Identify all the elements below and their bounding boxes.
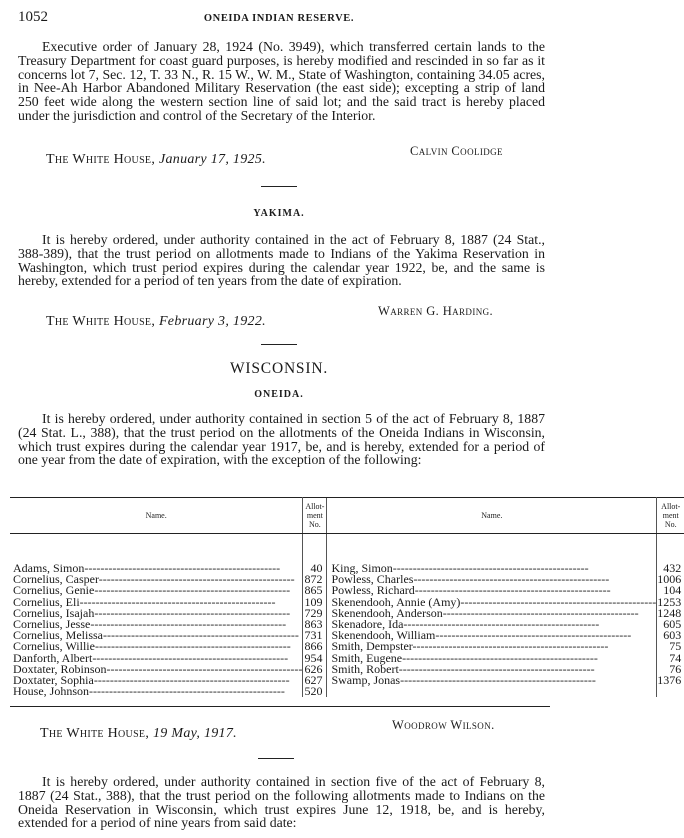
section-divider [261,344,297,345]
allottee-name: Cornelius, Isajah------------------------------------------------- [13,605,291,620]
wisconsin-text: It is hereby ordered, under authority contained in section 5 of the act of February 8, 1887 (24 Stat. L., 388), that the trust period on the allotments of the Oneida Indians in Wisconsin, which trust expires during the calendar year 1917, be, and is hereby, extended for a period of one year from the date of expiration, with the exception of the following: [18,411,545,468]
wisconsin-paragraph [18,412,545,467]
allottee-name: Smith, Dempster------------------------------------------------- [331,639,609,654]
order-4-paragraph [18,775,545,830]
yakima-heading: YAKIMA. [253,208,305,219]
order-1-signature: Calvin Coolidge [410,144,503,158]
allottee-name: Swamp, Jonas------------------------------------------------- [331,672,596,687]
allottee-name: Powless, Charles------------------------------------------------- [331,572,610,587]
allotment-number: 865 [304,583,323,598]
right-numbers-column [657,534,684,698]
order-3-signature: Woodrow Wilson. [392,718,495,732]
allottee-name: Cornelius, Casper------------------------------------------------- [13,572,295,587]
allotment-number: 954 [304,650,323,665]
column-header-allotment: Allot- ment No. [303,498,327,534]
allotment-number: 432 [663,561,682,575]
running-head: ONEIDA INDIAN RESERVE. [203,13,355,24]
allottee-name: Doxtater, Sophia------------------------------------------------- [13,672,290,687]
allottee-name: Doxtater, Robinson------------------------------------------------- [13,661,303,676]
page-number: 1052 [18,9,48,25]
allottee-name: Cornelius, Eli------------------------------------------------- [13,594,276,609]
allotment-number: 863 [304,616,323,631]
allotment-number: 76 [669,661,682,676]
allotment-number: 1248 [657,605,682,620]
column-header-name: Name. [327,498,657,534]
yakima-date: February 3, 1922. [158,314,266,329]
allottee-name: Powless, Richard------------------------------------------------- [331,583,611,598]
column-header-allotment: Allot- ment No. [657,498,684,534]
order-1-dateline [46,152,266,168]
allotment-number: 1253 [657,594,682,609]
yakima-text: It is hereby ordered, under authority contained in the act of February 8, 1887 (24 Stat., 388-389), that the trust period on allotments made to Indians of the Yakima Reservation in Washington, which trust period expires during the calendar year 1922, be, and the same is hereby, extended for a period of ten years from the date of expiration. [18,232,545,289]
allotment-number: 74 [669,650,682,665]
allotment-number: 109 [304,594,323,609]
allotment-number: 627 [304,672,323,687]
allottee-name: Smith, Robert------------------------------------------------- [331,661,595,676]
allottee-name: Adams, Simon------------------------------------------------- [13,561,281,575]
allotment-number: 104 [663,583,682,598]
yakima-paragraph [18,233,545,288]
yakima-signature: Warren G. Harding. [378,304,494,318]
allotment-number: 40 [310,561,323,575]
allotment-number: 729 [304,605,323,620]
allottee-name: Cornelius, Melissa------------------------------------------------- [13,628,299,643]
allotment-number: 605 [663,616,682,631]
right-names-column [327,534,657,698]
allottee-name: Skenendooh, Annie (Amy)------------------------------------------------- [331,594,657,609]
yakima-dateline [46,314,266,330]
allottee-name: House, Johnson------------------------------------------------- [13,684,285,699]
table-bottom-rule [10,706,550,707]
allotment-number: 731 [304,628,323,643]
order-1-paragraph [18,40,545,123]
wisconsin-heading: WISCONSIN. [230,360,328,377]
allotment-number: 75 [669,639,682,654]
allottee-name: Cornelius, Jesse------------------------------------------------- [13,616,287,631]
left-numbers-column [303,534,327,698]
allottee-name: Skenadore, Ida------------------------------------------------- [331,616,600,631]
left-names-column [10,534,303,698]
order-3-place: The White House, [40,726,150,741]
order-1-text: Executive order of January 28, 1924 (No. 3949), which transferred certain lands to the Treasury Department for coast guard purposes, is hereby modified and rescinded in so far as it concerns lot 7, Sec. 12, T. 33 N., R. 15 W., W. M., State of Washington, containing 34.05 acres, in Nee-Ah Harbor Abandoned Military Reservation (the east side); excepting a strip of land 250 feet wide along the western section line of said lot; and the said tract is hereby placed under the jurisdiction and control of the Secretary of the Interior. [18,39,545,123]
allottee-name: Cornelius, Genie------------------------------------------------- [13,583,291,598]
allottee-name: Danforth, Albert------------------------------------------------- [13,650,289,665]
section-divider [261,186,297,187]
order-3-dateline [40,726,237,742]
allottee-name: Skenendooh, Anderson------------------------------------------------- [331,605,639,620]
oneida-heading: ONEIDA. [254,389,304,400]
allotment-number: 1376 [657,672,682,687]
yakima-place: The White House, [46,314,156,329]
allotment-number: 603 [663,628,682,643]
allottee-name: Cornelius, Willie------------------------------------------------- [13,639,291,654]
column-header-name: Name. [10,498,303,534]
allotment-number: 520 [304,684,323,699]
allottee-name: Skenendooh, William------------------------------------------------- [331,628,632,643]
order-1-date: January 17, 1925. [158,152,266,167]
table-body-row [10,534,684,698]
allotment-number: 866 [304,639,323,654]
order-1-place: The White House, [46,152,156,167]
allotment-table [10,497,684,697]
section-divider [258,758,294,759]
allottee-name: Smith, Eugene------------------------------------------------- [331,650,598,665]
allotment-number: 626 [304,661,323,676]
table-header-row [10,498,684,534]
allotment-number: 872 [304,572,323,587]
allottee-name: King, Simon------------------------------------------------- [331,561,589,575]
order-3-date: 19 May, 1917. [152,726,237,741]
order-4-text: It is hereby ordered, under authority contained in section five of the act of February 8, 1887 (24 Stat., 388), that the trust period on the following allotments made to Indians on the Oneida Reservation in Wisconsin, which trust expires June 12, 1918, be, and is hereby, extended for a period of nine years from said date: [18,774,545,831]
allotment-number: 1006 [657,572,682,587]
